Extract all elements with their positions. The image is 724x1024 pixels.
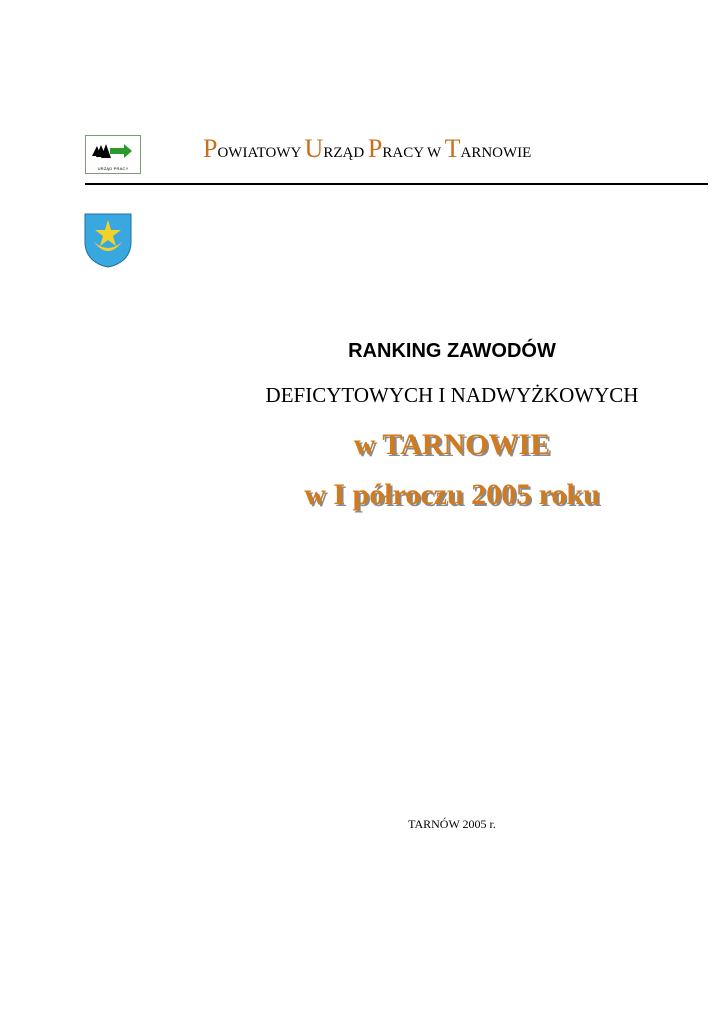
document-title-line1: RANKING ZAWODÓW (348, 340, 556, 362)
document-title-line4: w I półroczu 2005 roku (304, 478, 600, 511)
title-initial: P (367, 134, 383, 163)
document-title-line2: DEFICYTOWYCH I NADWYŻKOWYCH (265, 383, 639, 407)
tarnow-coat-of-arms-icon (83, 212, 133, 268)
title-rest: ARNOWIE (460, 145, 532, 161)
title-rest: OWIATOWY (217, 145, 305, 161)
urzad-pracy-logo-icon (85, 135, 141, 174)
title-initial: U (304, 134, 324, 163)
title-initial: P (203, 134, 218, 163)
document-footer: TARNÓW 2005 r. (408, 817, 496, 831)
title-rest: RACY W (382, 145, 445, 161)
title-initial: T (444, 134, 461, 163)
document-title-line3: w TARNOWIE (353, 428, 551, 461)
title-rest: RZĄD (323, 145, 368, 161)
office-title (203, 134, 531, 164)
logo-caption: URZĄD PRACY (97, 166, 129, 171)
header-divider (85, 183, 708, 185)
